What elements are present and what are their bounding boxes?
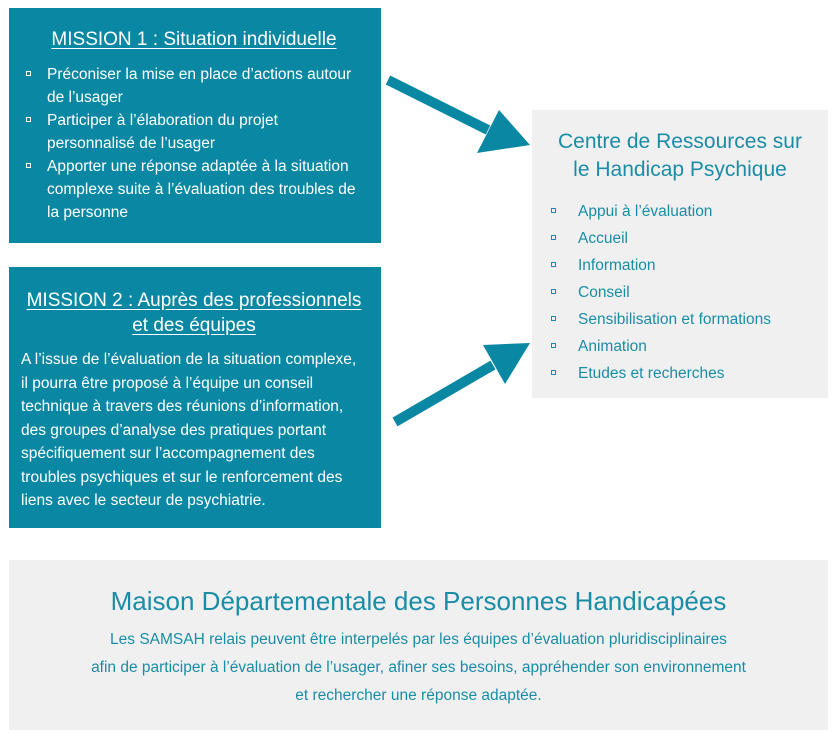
mdph-text-line: afin de participer à l’évaluation de l’usager, afiner ses besoins, appréhender son environnement (91, 659, 746, 676)
text-line: technique à travers des réunions d’information, (21, 398, 344, 416)
arrow-shaft (395, 365, 493, 422)
resource-centre-title-line: le Handicap Psychique (573, 158, 787, 181)
text-line: des groupes d’analyse des pratiques portant (21, 421, 327, 439)
list-item-label: Information (578, 257, 656, 274)
arrow-mission-2-to-centre (395, 343, 530, 422)
mdph-text-line: et rechercher une réponse adaptée. (295, 687, 542, 704)
list-item-label: Accueil (578, 230, 628, 247)
list-item-line: complexe suite à l’évaluation des troubles de (47, 180, 356, 198)
list-item-line: la personne (47, 203, 129, 221)
list-item-line: Apporter une réponse adaptée à la situation (47, 157, 349, 175)
mission-2-title-line: et des équipes (132, 314, 256, 336)
list-item-label: Conseil (578, 284, 630, 301)
list-item-label: Sensibilisation et formations (578, 311, 771, 328)
arrow-mission-1-to-centre (388, 80, 530, 153)
text-line: spécifiquement sur l’accompagnement des (21, 445, 315, 463)
resource-centre-title-line: Centre de Ressources sur (558, 130, 802, 153)
arrow-shaft (388, 80, 488, 130)
mdph-title: Maison Départementale des Personnes Handicapées (110, 586, 727, 616)
mission-1-title: MISSION 1 : Situation individuelle (51, 29, 337, 50)
list-item-line: Préconiser la mise en place d’actions autour (47, 65, 352, 83)
list-item-label: Animation (578, 338, 647, 355)
mdph-text-line: Les SAMSAH relais peuvent être interpelés par les équipes d’évaluation pluridisciplinaires (110, 631, 727, 648)
text-line: il pourra être proposé à l’équipe un conseil (21, 374, 314, 392)
list-item-label: Etudes et recherches (578, 365, 725, 382)
list-item-line: de l’usager (47, 88, 123, 106)
list-item-line: personnalisé de l’usager (47, 134, 216, 152)
text-line: troubles psychiques et sur le renforcement des (21, 468, 343, 486)
list-item-label: Appui à l’évaluation (578, 203, 713, 220)
mission-2-title-line: MISSION 2 : Auprès des professionnels (26, 290, 362, 311)
list-item-line: Participer à l’élaboration du projet (47, 111, 278, 129)
text-line: A l’issue de l’évaluation de la situation complexe, (21, 351, 357, 369)
text-line: liens avec le secteur de psychiatrie. (21, 492, 266, 510)
